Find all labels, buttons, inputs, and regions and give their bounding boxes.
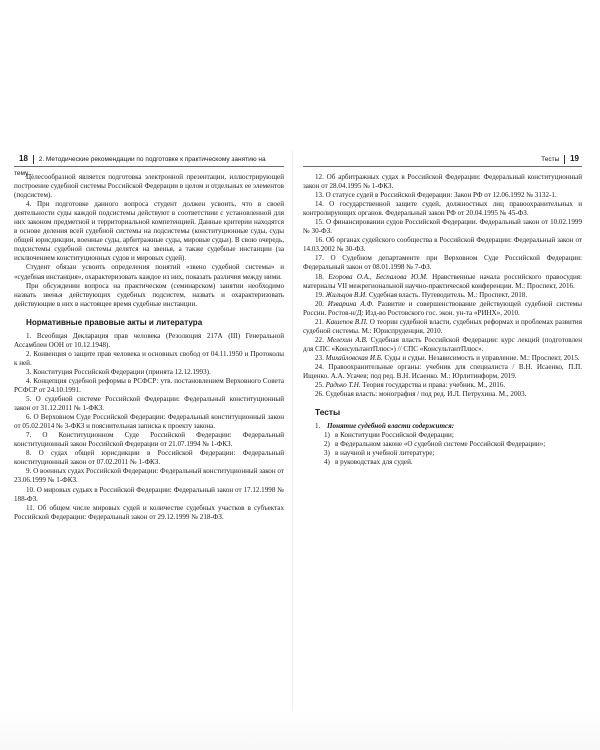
option-number: 3) (324, 449, 330, 458)
right-page-number: 19 (570, 154, 579, 163)
left-reference-list (14, 332, 284, 522)
references-heading: Нормативные правовые акты и литература (26, 317, 203, 327)
reference-number: 22. (315, 335, 324, 344)
reference-item: 14. О государственной защите судей, должностных лиц правоохранительных и контролирующих органов. Федеральный закон РФ от 20.04.1995 № 45-ФЗ. (303, 200, 582, 218)
right-running-title: Тесты (541, 156, 560, 163)
header-separator (33, 155, 34, 164)
reference-text: О теории судебной власти, судебных реформах и проблемах развития судебной системы. М.: Юриспруденция, 2010. (303, 317, 582, 335)
left-body (14, 173, 284, 522)
reference-item: 11. Об общем числе мировых судей и количестве судебных участков в субъектах Российской Федерации: Федеральный закон от 29.12.1999 № 218-ФЗ. (14, 503, 284, 521)
test-question (303, 422, 582, 431)
question-text: Понятие судебной власти содержится: (327, 422, 455, 431)
left-page-number: 18 (19, 154, 28, 163)
reference-item (303, 354, 582, 363)
reference-number: 21. (315, 317, 324, 326)
left-paragraph: Целесообразной является подготовка электронной презентации, иллюстрирующей построение судебной системы Российской Федерации в целом и отдельных ее элементов (подсистем). (14, 173, 284, 200)
reference-item: 8. О судах общей юрисдикции в Российской Федерации: Федеральный конституционный закон от 07.02.2011 № 1-ФКЗ. (14, 449, 284, 467)
reference-text: Нравственные начала российского правосудия: материалы VII межрегиональной научно-практической конференции. М.: Проспект, 2016. (303, 272, 583, 290)
reference-item (303, 300, 582, 318)
option-text: в научной и учебной литературе; (335, 449, 435, 458)
left-paragraph: Студент обязан усвоить определения понятий «звено судебной системы» и «судебная инстанция», охарактеризовать каждое из них, показать различия между ними. (14, 263, 284, 281)
right-running-head (303, 152, 582, 167)
right-page (303, 152, 582, 467)
answer-option (303, 458, 582, 467)
reference-item: 6. О Верховном Суде Российской Федерации: Федеральный конституционный закон от 05.02.2014 № 3-ФКЗ и пояснительная записка к проекту закона. (14, 413, 284, 431)
option-number: 4) (324, 458, 330, 467)
tests-heading: Тесты (315, 407, 341, 418)
right-reference-list (303, 173, 582, 399)
reference-author: Михайловская И.Б. (325, 353, 383, 362)
reference-item: 13. О статусе судей в Российской Федерации: Закон РФ от 12.06.1992 № 3132-1. (315, 191, 557, 200)
right-body (303, 173, 582, 467)
reference-author: Егорова О.А., Беспалова Ю.М. (328, 272, 428, 281)
reference-item (303, 273, 582, 291)
reference-item: 1. Всеобщая Декларация прав человека (Резолюция 217А (III) Генеральной Ассамблеи ООН от 10.12.1948). (14, 331, 284, 349)
bottom-shade (0, 710, 600, 750)
option-text: в Конституции Российской Федерации; (335, 431, 454, 440)
answer-option (303, 440, 582, 449)
reference-text: Суды и судьи. Независимость и управление. М.: Проспект, 2015. (382, 353, 580, 362)
reference-item: 7. О Конституционном Суде Российской Федерации: Федеральный конституционный закон Российской Федерации от 21.07.1994 № 1-ФКЗ. (14, 431, 284, 449)
reference-item (303, 291, 582, 300)
reference-text: Теория государства и права: учебник. М., 2016. (360, 381, 506, 390)
header-separator (564, 155, 565, 164)
question-number: 1. (315, 422, 321, 431)
reference-item (303, 336, 582, 354)
reference-author: Мелехин А.В. (326, 335, 368, 344)
reference-item: 12. Об арбитражных судах в Российской Федерации: Федеральный конституционный закон от 28.04.1995 № 1-ФКЗ. (303, 173, 582, 191)
left-running-head (14, 152, 284, 177)
left-page (14, 152, 284, 522)
answer-option (303, 449, 582, 458)
reference-item: 17. О Судебном департаменте при Верховном Суде Российской Федерации: Федеральный закон от 08.01.1998 № 7-ФЗ. (303, 254, 582, 272)
reference-item: 2. Конвенция о защите прав человека и основных свобод от 04.11.1950 и Протоколы к ней. (14, 349, 284, 367)
reference-item: 15. О финансировании судов Российской Федерации. Федеральный закон от 10.02.1999 № 30-ФЗ. (303, 218, 582, 236)
option-number: 1) (324, 431, 330, 440)
reference-item (303, 381, 582, 390)
option-number: 2) (324, 440, 330, 449)
reference-item (303, 318, 582, 336)
reference-text: Развитие и совершенствование действующей судебной системы России. Ростов-н/Д: Изд-во Ростовского гос. экон. ун-та «РИНХ», 2010. (303, 299, 582, 317)
reference-number: 23. (315, 353, 324, 362)
reference-item: 24. Правоохранительные органы: учебник для специалиста / В.Н. Исаенко, П.П. Ищенко. А.А. Усачев; под ред. В.Н. Исаенко. М.: Юрлитинформ, 2019. (303, 362, 582, 381)
reference-item: 26. Судебная власть: монография / под ред. И.Л. Петрухина. М., 2003. (315, 390, 527, 399)
reference-author: Изварина А.Ф. (327, 299, 374, 308)
reference-item: 9. О военных судах Российской Федерации: Федеральный конституционный закон от 23.06.1999 № 1-ФКЗ. (14, 467, 284, 485)
page-gutter (292, 150, 293, 710)
option-text: в Федеральном законе «О судебной системе Российской Федерации»; (335, 440, 546, 449)
reference-item: 5. О судебной системе Российской Федерации: Федеральный конституционный закон от 31.12.2011 № 1-ФКЗ. (14, 395, 284, 413)
left-paragraph: 4. При подготовке данного вопроса студент должен усвоить, что в своей деятельности суды каждой подсистемы действуют в соответствии с установленной для них законом предметной и территориальной компетенцией. Данные критерии находятся в основе деления всей судебной системы на подсистемы (конституционные суды, суды общей юрисдикции, военные суды, арбитражные суды, мировые судьи). В свою очередь, подсистемы судебной системы делятся на звенья, а также судебные инстанции (за исключением конституционных судов и мировых судей). (14, 200, 284, 263)
answer-options (303, 431, 582, 467)
reference-number: 20. (315, 299, 324, 308)
reference-author: Радько Т.Н. (325, 381, 361, 390)
left-paragraph: При обсуждении вопроса на практическом (семинарском) занятии необходимо назвать звенья действующих судебных подсистем, назвать и охарактеризовать действующие в них в настоящее время судебные инстанции. (14, 281, 284, 308)
reference-number: 25. (315, 381, 324, 390)
reference-item: 4. Концепция судебной реформы в РСФСР: утв. постановлением Верховного Совета РСФСР от 24.10.1991. (14, 376, 284, 394)
answer-option (303, 431, 582, 440)
reference-author: Кашепов В.П. (325, 317, 368, 326)
reference-item: 16. Об органах судейского сообщества в Российской Федерации: Федеральный закон от 14.03.2002 № 30-ФЗ. (303, 236, 582, 254)
reference-number: 18. (315, 272, 324, 281)
reference-text: Судебная власть Российской Федерации: курс лекций (подготовлен для СПС «КонсультантПлюс») // СПС «КонсультантПлюс». (303, 335, 582, 353)
reference-author: Жильцов В.И. (325, 290, 368, 299)
left-running-title: 2. Методические рекомендации по подготовке к практическому занятию на тему... (14, 156, 266, 177)
reference-text: Судебная власть. Путеводитель. М.: Проспект, 2018. (367, 290, 528, 299)
reference-item: 10. О мировых судьях в Российской Федерации: Федеральный закон от 17.12.1998 № 188-ФЗ. (14, 485, 284, 503)
reference-item: 3. Конституция Российской Федерации (принята 12.12.1993). (26, 367, 211, 376)
reference-number: 19. (315, 290, 324, 299)
option-text: в руководствах для судей. (335, 458, 413, 467)
